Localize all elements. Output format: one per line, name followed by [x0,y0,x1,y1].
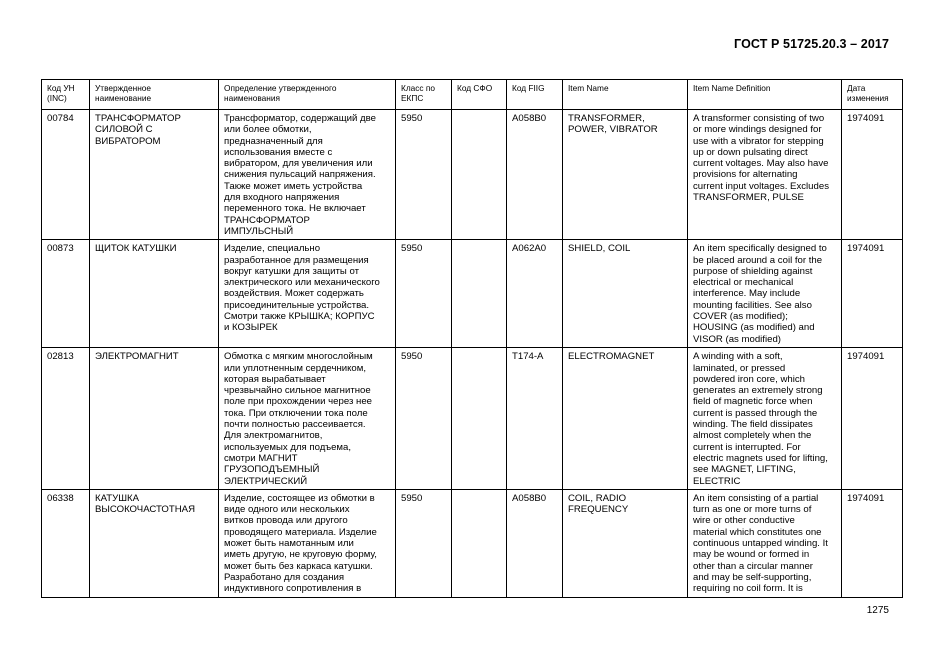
cell-fiig-code: A062A0 [507,240,563,348]
cell-change-date: 1974091 [842,348,903,490]
cell-approved-name: КАТУШКА ВЫСОКОЧАСТОТНАЯ [90,489,219,597]
cell-approved-definition: Обмотка с мягким многослойным или уплотненным сердечником, которая вырабатывает чрезвычайно сильное магнитное поле при прохождении через нее тока. При отключении тока поле почти полностью рассеивается. Для электромагнитов, используемых для подъема, смотри МАГНИТ ГРУЗОПОДЪЕМНЫЙ ЭЛЕКТРИЧЕСКИЙ [219,348,396,490]
cell-inc: 00873 [42,240,90,348]
column-header-change-date: Дата изменения [842,80,903,110]
cell-approved-definition: Изделие, специально разработанное для размещения вокруг катушки для защиты от электрического или механического воздействия. Может содержать присоединительные устройства. Смотри также КРЫШКА; КОРПУС и КОЗЫРЕК [219,240,396,348]
cell-item-name: ELECTROMAGNET [563,348,688,490]
table-row [42,489,903,597]
cell-sfo-code [452,348,507,490]
cell-item-name-definition: A transformer consisting of two or more windings designed for use with a vibrator for stepping up or down pulsating direct current voltages. May also have provisions for alternating current input voltages. Excludes TRANSFORMER, PULSE [688,110,842,240]
page-number: 1275 [866,605,889,616]
cell-ekps-class: 5950 [396,348,452,490]
cell-item-name-definition: An item specifically designed to be placed around a coil for the purpose of shielding against electrical or mechanical interference. May include mounting facilities. See also COVER (as modified); HOUSING (as modified) and VISOR (as modified) [688,240,842,348]
column-header-sfo-code: Код СФО [452,80,507,110]
cell-sfo-code [452,489,507,597]
cell-change-date: 1974091 [842,110,903,240]
cell-sfo-code [452,110,507,240]
document-standard-code: ГОСТ Р 51725.20.3 – 2017 [734,37,889,51]
column-header-item-name-definition: Item Name Definition [688,80,842,110]
table-row [42,348,903,490]
column-header-inc: Код УН (INC) [42,80,90,110]
cell-inc: 00784 [42,110,90,240]
table-header-row [42,80,903,110]
column-header-fiig-code: Код FIIG [507,80,563,110]
cell-fiig-code: A058B0 [507,110,563,240]
cell-item-name: COIL, RADIO FREQUENCY [563,489,688,597]
cell-ekps-class: 5950 [396,489,452,597]
cell-ekps-class: 5950 [396,240,452,348]
cell-item-name: SHIELD, COIL [563,240,688,348]
cell-fiig-code: T174-A [507,348,563,490]
cell-inc: 02813 [42,348,90,490]
table-row [42,240,903,348]
column-header-item-name: Item Name [563,80,688,110]
column-header-approved-definition: Определение утвержденного наименования [219,80,396,110]
cell-item-name-definition: A winding with a soft, laminated, or pressed powdered iron core, which generates an extremely strong field of magnetic force when current is passed through the winding. The field dissipates almost completely when the current is interrupted. For electric magnets used for lifting, see MAGNET, LIFTING, ELECTRIC [688,348,842,490]
cell-sfo-code [452,240,507,348]
cell-item-name-definition: An item consisting of a partial turn as one or more turns of wire or other conductive material which constitutes one continuous untapped winding. It may be wound or formed in other than a circular manner and may be self-supporting, requiring no coil form. It is [688,489,842,597]
column-header-ekps-class: Класс по ЕКПС [396,80,452,110]
cell-approved-name: ЩИТОК КАТУШКИ [90,240,219,348]
cell-approved-definition: Изделие, состоящее из обмотки в виде одного или нескольких витков провода или другого проводящего материала. Изделие может быть намотанным или иметь другую, не круговую форму, может быть без каркаса катушки. Разработано для создания индуктивного сопротивления в [219,489,396,597]
cell-change-date: 1974091 [842,240,903,348]
cell-ekps-class: 5950 [396,110,452,240]
cell-approved-name: ЭЛЕКТРОМАГНИТ [90,348,219,490]
column-header-approved-name: Утвержденное наименование [90,80,219,110]
cell-inc: 06338 [42,489,90,597]
item-name-table [41,79,903,598]
table-row [42,110,903,240]
cell-change-date: 1974091 [842,489,903,597]
cell-item-name: TRANSFORMER, POWER, VIBRATOR [563,110,688,240]
cell-fiig-code: A058B0 [507,489,563,597]
cell-approved-name: ТРАНСФОРМАТОР СИЛОВОЙ С ВИБРАТОРОМ [90,110,219,240]
cell-approved-definition: Трансформатор, содержащий две или более обмотки, предназначенный для использования вместе с вибратором, для увеличения или снижения пульсаций напряжения. Также может иметь устройства для входного напряжения переменного тока. Не включает ТРАНСФОРМАТОР ИМПУЛЬСНЫЙ [219,110,396,240]
